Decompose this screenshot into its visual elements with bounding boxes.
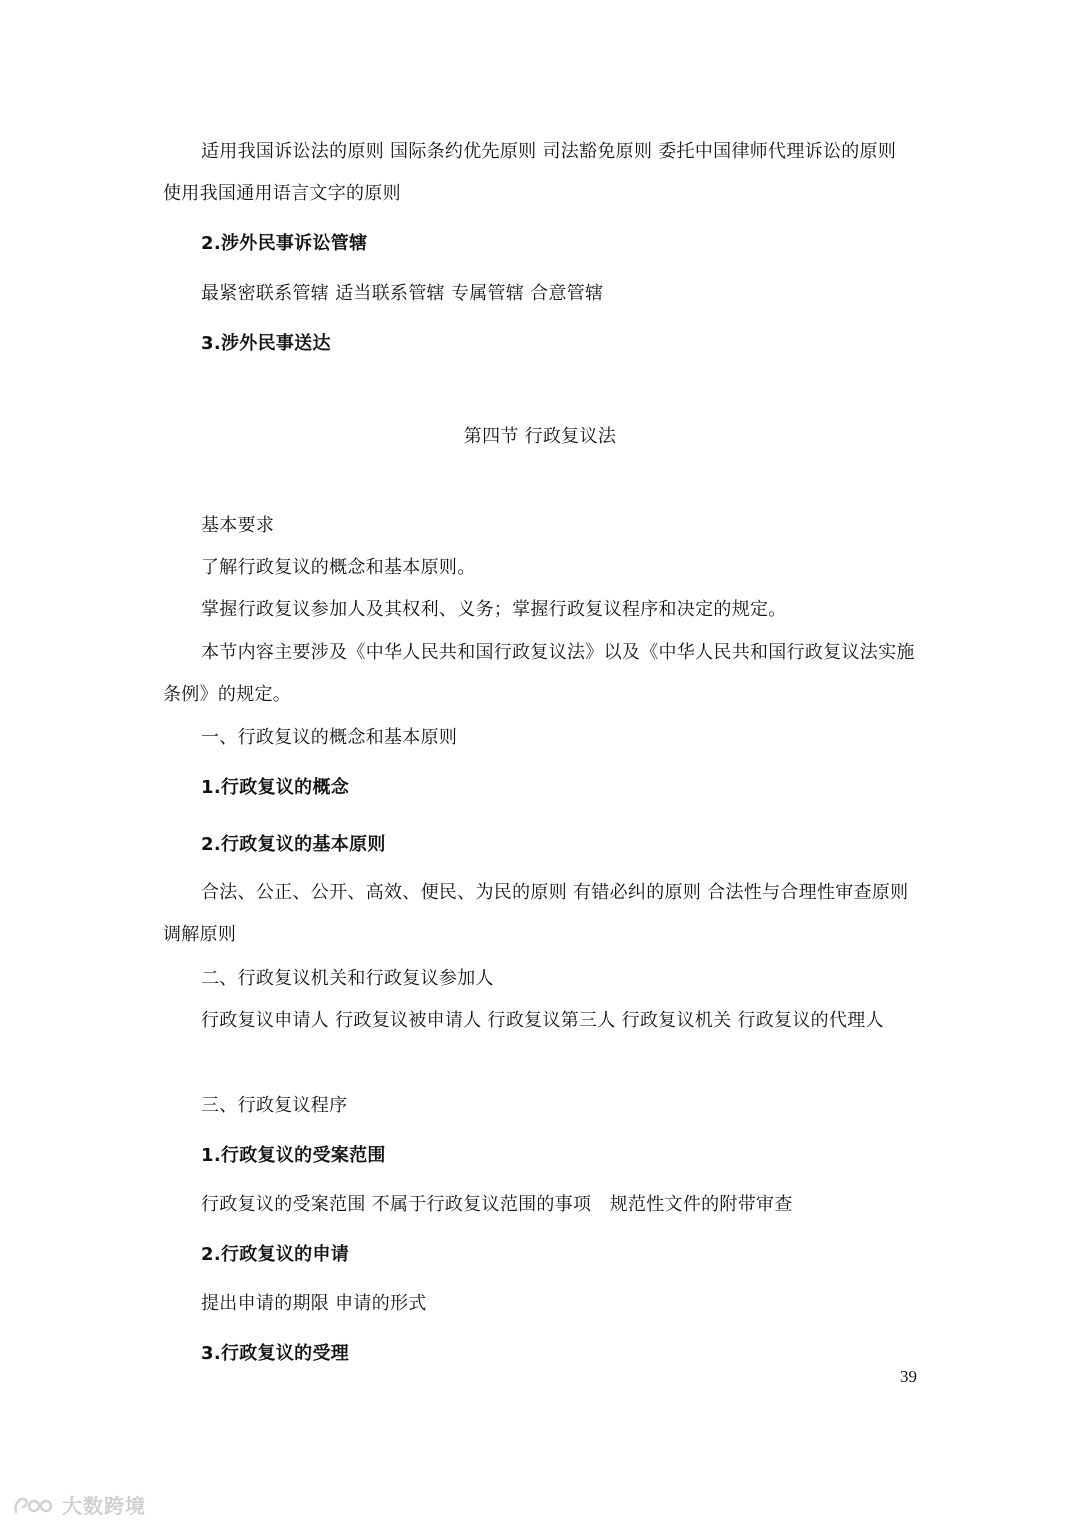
heading-application xyxy=(201,1243,918,1267)
heading-text: 涉外民事诉讼管辖 xyxy=(220,233,368,254)
heading-number: 3. xyxy=(201,1343,221,1364)
heading-text: 行政复议的基本原则 xyxy=(220,834,386,855)
heading-basic-principles xyxy=(201,833,918,857)
heading-text: 行政复议的申请 xyxy=(220,1244,350,1265)
part2-title: 二、行政复议机关和行政复议参加人 xyxy=(201,968,494,989)
heading-number: 2. xyxy=(201,233,221,254)
jurisdiction-list: 最紧密联系管辖 适当联系管辖 专属管辖 合意管辖 xyxy=(201,283,604,304)
page-number: 39 xyxy=(900,1367,917,1386)
heading-number: 2. xyxy=(201,834,221,855)
part3-title: 三、行政复议程序 xyxy=(201,1095,348,1116)
watermark-text: 大数跨境 xyxy=(62,1494,146,1518)
heading-text: 行政复议的概念 xyxy=(220,777,350,798)
scope-note-paragraph: 本节内容主要涉及《中华人民共和国行政复议法》以及《中华人民共和国行政复议法实施条例》的规定。 xyxy=(163,642,915,705)
scope-list: 行政复议的受案范围 不属于行政复议范围的事项 规范性文件的附带审查 xyxy=(201,1194,793,1215)
watermark xyxy=(12,1492,146,1520)
principles-list-paragraph: 合法、公正、公开、高效、便民、为民的原则 有错必纠的原则 合法性与合理性审查原则 调解原则 xyxy=(163,882,909,945)
heading-text: 涉外民事送达 xyxy=(220,333,331,354)
heading-number: 1. xyxy=(201,777,221,798)
heading-text: 行政复议的受案范围 xyxy=(220,1145,386,1166)
heading-jurisdiction xyxy=(201,232,918,256)
participants-paragraph: 行政复议申请人 行政复议被申请人 行政复议第三人 行政复议机关 行政复议的代理人 xyxy=(201,1010,884,1031)
part1-title: 一、行政复议的概念和基本原则 xyxy=(201,727,458,748)
heading-acceptance xyxy=(201,1342,918,1366)
basic-requirements-label: 基本要求 xyxy=(201,515,275,536)
application-list: 提出申请的期限 申请的形式 xyxy=(201,1293,427,1314)
heading-number: 3. xyxy=(201,333,221,354)
principles-paragraph: 适用我国诉讼法的原则 国际条约优先原则 司法豁免原则 委托中国律师代理诉讼的原则 使用我国通用语言文字的原则 xyxy=(163,141,897,204)
requirement-1: 了解行政复议的概念和基本原则。 xyxy=(201,557,476,578)
heading-number: 2. xyxy=(201,1244,221,1265)
heading-concept xyxy=(201,776,918,800)
section-title: 第四节 行政复议法 xyxy=(463,426,617,447)
heading-number: 1. xyxy=(201,1145,221,1166)
heading-scope xyxy=(201,1144,918,1168)
heading-service xyxy=(201,332,918,356)
brand-logo-icon xyxy=(12,1494,56,1518)
requirement-2: 掌握行政复议参加人及其权利、义务；掌握行政复议程序和决定的规定。 xyxy=(201,599,787,620)
heading-text: 行政复议的受理 xyxy=(220,1343,350,1364)
